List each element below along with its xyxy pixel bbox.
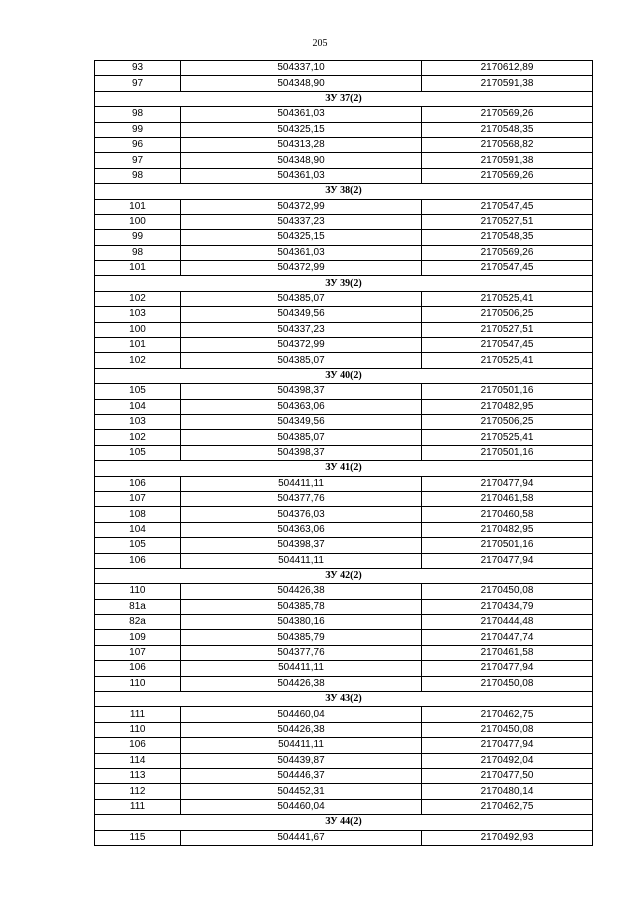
point-number-cell: 97 [95, 76, 181, 91]
table-row [95, 722, 593, 737]
y-coordinate-cell: 2170506,25 [422, 307, 593, 322]
table-row [95, 799, 593, 814]
section-title: ЗУ 40(2) [95, 368, 593, 383]
table-row [95, 784, 593, 799]
point-number-cell: 104 [95, 399, 181, 414]
x-coordinate-cell: 504380,16 [181, 615, 422, 630]
x-coordinate-cell: 504411,11 [181, 476, 422, 491]
y-coordinate-cell: 2170447,74 [422, 630, 593, 645]
y-coordinate-cell: 2170591,38 [422, 76, 593, 91]
table-row [95, 491, 593, 506]
point-number-cell: 98 [95, 245, 181, 260]
table-row [95, 137, 593, 152]
point-number-cell: 100 [95, 214, 181, 229]
point-number-cell: 103 [95, 307, 181, 322]
point-number-cell: 107 [95, 491, 181, 506]
point-number-cell: 102 [95, 353, 181, 368]
section-header-row [95, 276, 593, 291]
y-coordinate-cell: 2170525,41 [422, 430, 593, 445]
x-coordinate-cell: 504385,07 [181, 430, 422, 445]
section-header-row [95, 461, 593, 476]
point-number-cell: 107 [95, 645, 181, 660]
table-row [95, 768, 593, 783]
y-coordinate-cell: 2170450,08 [422, 584, 593, 599]
y-coordinate-cell: 2170525,41 [422, 291, 593, 306]
table-row [95, 245, 593, 260]
y-coordinate-cell: 2170525,41 [422, 353, 593, 368]
point-number-cell: 99 [95, 230, 181, 245]
section-header-row [95, 368, 593, 383]
point-number-cell: 97 [95, 153, 181, 168]
x-coordinate-cell: 504361,03 [181, 107, 422, 122]
point-number-cell: 101 [95, 338, 181, 353]
x-coordinate-cell: 504376,03 [181, 507, 422, 522]
y-coordinate-cell: 2170547,45 [422, 261, 593, 276]
point-number-cell: 104 [95, 522, 181, 537]
table-row [95, 676, 593, 691]
page-number: 205 [312, 38, 328, 49]
y-coordinate-cell: 2170569,26 [422, 168, 593, 183]
y-coordinate-cell: 2170460,58 [422, 507, 593, 522]
point-number-cell: 108 [95, 507, 181, 522]
x-coordinate-cell: 504398,37 [181, 384, 422, 399]
section-title: ЗУ 41(2) [95, 461, 593, 476]
x-coordinate-cell: 504377,76 [181, 491, 422, 506]
point-number-cell: 105 [95, 445, 181, 460]
x-coordinate-cell: 504372,99 [181, 261, 422, 276]
point-number-cell: 115 [95, 830, 181, 845]
point-number-cell: 98 [95, 168, 181, 183]
x-coordinate-cell: 504337,23 [181, 322, 422, 337]
point-number-cell: 112 [95, 784, 181, 799]
table-row [95, 338, 593, 353]
y-coordinate-cell: 2170482,95 [422, 522, 593, 537]
point-number-cell: 103 [95, 414, 181, 429]
y-coordinate-cell: 2170527,51 [422, 322, 593, 337]
y-coordinate-cell: 2170547,45 [422, 338, 593, 353]
x-coordinate-cell: 504426,38 [181, 722, 422, 737]
x-coordinate-cell: 504361,03 [181, 168, 422, 183]
y-coordinate-cell: 2170506,25 [422, 414, 593, 429]
table-row [95, 76, 593, 91]
point-number-cell: 113 [95, 768, 181, 783]
table-row [95, 830, 593, 845]
table-row [95, 476, 593, 491]
y-coordinate-cell: 2170568,82 [422, 137, 593, 152]
x-coordinate-cell: 504411,11 [181, 661, 422, 676]
point-number-cell: 106 [95, 553, 181, 568]
y-coordinate-cell: 2170450,08 [422, 676, 593, 691]
x-coordinate-cell: 504385,79 [181, 630, 422, 645]
table-row [95, 353, 593, 368]
table-row [95, 507, 593, 522]
x-coordinate-cell: 504452,31 [181, 784, 422, 799]
table-row [95, 584, 593, 599]
point-number-cell: 102 [95, 430, 181, 445]
y-coordinate-cell: 2170477,50 [422, 768, 593, 783]
y-coordinate-cell: 2170477,94 [422, 476, 593, 491]
table-row [95, 261, 593, 276]
y-coordinate-cell: 2170450,08 [422, 722, 593, 737]
x-coordinate-cell: 504325,15 [181, 230, 422, 245]
point-number-cell: 110 [95, 722, 181, 737]
x-coordinate-cell: 504446,37 [181, 768, 422, 783]
x-coordinate-cell: 504441,67 [181, 830, 422, 845]
point-number-cell: 105 [95, 538, 181, 553]
point-number-cell: 109 [95, 630, 181, 645]
x-coordinate-cell: 504426,38 [181, 676, 422, 691]
section-title: ЗУ 38(2) [95, 184, 593, 199]
y-coordinate-cell: 2170461,58 [422, 491, 593, 506]
x-coordinate-cell: 504377,76 [181, 645, 422, 660]
table-row [95, 230, 593, 245]
x-coordinate-cell: 504439,87 [181, 753, 422, 768]
y-coordinate-cell: 2170547,45 [422, 199, 593, 214]
section-title: ЗУ 39(2) [95, 276, 593, 291]
table-row [95, 414, 593, 429]
x-coordinate-cell: 504398,37 [181, 538, 422, 553]
table-row [95, 122, 593, 137]
section-title: ЗУ 42(2) [95, 568, 593, 583]
y-coordinate-cell: 2170569,26 [422, 245, 593, 260]
section-header-row [95, 815, 593, 830]
point-number-cell: 81a [95, 599, 181, 614]
table-row [95, 168, 593, 183]
x-coordinate-cell: 504313,28 [181, 137, 422, 152]
x-coordinate-cell: 504337,10 [181, 61, 422, 76]
table-row [95, 199, 593, 214]
x-coordinate-cell: 504411,11 [181, 553, 422, 568]
section-header-row [95, 91, 593, 106]
coordinates-table [94, 60, 593, 846]
x-coordinate-cell: 504348,90 [181, 153, 422, 168]
table-row [95, 522, 593, 537]
y-coordinate-cell: 2170434,79 [422, 599, 593, 614]
x-coordinate-cell: 504372,99 [181, 199, 422, 214]
point-number-cell: 98 [95, 107, 181, 122]
y-coordinate-cell: 2170548,35 [422, 230, 593, 245]
x-coordinate-cell: 504349,56 [181, 307, 422, 322]
point-number-cell: 106 [95, 661, 181, 676]
x-coordinate-cell: 504385,07 [181, 291, 422, 306]
point-number-cell: 114 [95, 753, 181, 768]
y-coordinate-cell: 2170527,51 [422, 214, 593, 229]
x-coordinate-cell: 504363,06 [181, 399, 422, 414]
y-coordinate-cell: 2170477,94 [422, 553, 593, 568]
point-number-cell: 111 [95, 799, 181, 814]
table-row [95, 707, 593, 722]
table-row [95, 384, 593, 399]
point-number-cell: 102 [95, 291, 181, 306]
y-coordinate-cell: 2170501,16 [422, 384, 593, 399]
y-coordinate-cell: 2170482,95 [422, 399, 593, 414]
y-coordinate-cell: 2170444,48 [422, 615, 593, 630]
section-header-row [95, 568, 593, 583]
point-number-cell: 105 [95, 384, 181, 399]
table-row [95, 630, 593, 645]
x-coordinate-cell: 504337,23 [181, 214, 422, 229]
point-number-cell: 93 [95, 61, 181, 76]
point-number-cell: 99 [95, 122, 181, 137]
y-coordinate-cell: 2170591,38 [422, 153, 593, 168]
section-title: ЗУ 43(2) [95, 692, 593, 707]
x-coordinate-cell: 504361,03 [181, 245, 422, 260]
table-row [95, 753, 593, 768]
y-coordinate-cell: 2170501,16 [422, 538, 593, 553]
x-coordinate-cell: 504460,04 [181, 799, 422, 814]
y-coordinate-cell: 2170462,75 [422, 707, 593, 722]
y-coordinate-cell: 2170492,93 [422, 830, 593, 845]
point-number-cell: 106 [95, 738, 181, 753]
section-header-row [95, 184, 593, 199]
y-coordinate-cell: 2170569,26 [422, 107, 593, 122]
table-row [95, 322, 593, 337]
y-coordinate-cell: 2170461,58 [422, 645, 593, 660]
table-row [95, 645, 593, 660]
table-row [95, 214, 593, 229]
table-row [95, 661, 593, 676]
point-number-cell: 82a [95, 615, 181, 630]
point-number-cell: 101 [95, 261, 181, 276]
x-coordinate-cell: 504426,38 [181, 584, 422, 599]
section-header-row [95, 692, 593, 707]
x-coordinate-cell: 504460,04 [181, 707, 422, 722]
x-coordinate-cell: 504372,99 [181, 338, 422, 353]
section-title: ЗУ 44(2) [95, 815, 593, 830]
y-coordinate-cell: 2170477,94 [422, 738, 593, 753]
point-number-cell: 101 [95, 199, 181, 214]
table-row [95, 399, 593, 414]
table-row [95, 599, 593, 614]
point-number-cell: 110 [95, 676, 181, 691]
x-coordinate-cell: 504411,11 [181, 738, 422, 753]
x-coordinate-cell: 504325,15 [181, 122, 422, 137]
table-row [95, 291, 593, 306]
table-body [95, 61, 593, 846]
table-row [95, 538, 593, 553]
y-coordinate-cell: 2170462,75 [422, 799, 593, 814]
point-number-cell: 111 [95, 707, 181, 722]
x-coordinate-cell: 504385,78 [181, 599, 422, 614]
x-coordinate-cell: 504349,56 [181, 414, 422, 429]
table-row [95, 615, 593, 630]
table-row [95, 445, 593, 460]
table-row [95, 107, 593, 122]
table-row [95, 553, 593, 568]
x-coordinate-cell: 504398,37 [181, 445, 422, 460]
point-number-cell: 106 [95, 476, 181, 491]
y-coordinate-cell: 2170477,94 [422, 661, 593, 676]
y-coordinate-cell: 2170501,16 [422, 445, 593, 460]
y-coordinate-cell: 2170548,35 [422, 122, 593, 137]
table-row [95, 738, 593, 753]
point-number-cell: 100 [95, 322, 181, 337]
table-row [95, 430, 593, 445]
point-number-cell: 110 [95, 584, 181, 599]
y-coordinate-cell: 2170492,04 [422, 753, 593, 768]
x-coordinate-cell: 504363,06 [181, 522, 422, 537]
table-row [95, 307, 593, 322]
x-coordinate-cell: 504385,07 [181, 353, 422, 368]
table-row [95, 61, 593, 76]
y-coordinate-cell: 2170612,89 [422, 61, 593, 76]
section-title: ЗУ 37(2) [95, 91, 593, 106]
table-row [95, 153, 593, 168]
x-coordinate-cell: 504348,90 [181, 76, 422, 91]
point-number-cell: 96 [95, 137, 181, 152]
y-coordinate-cell: 2170480,14 [422, 784, 593, 799]
